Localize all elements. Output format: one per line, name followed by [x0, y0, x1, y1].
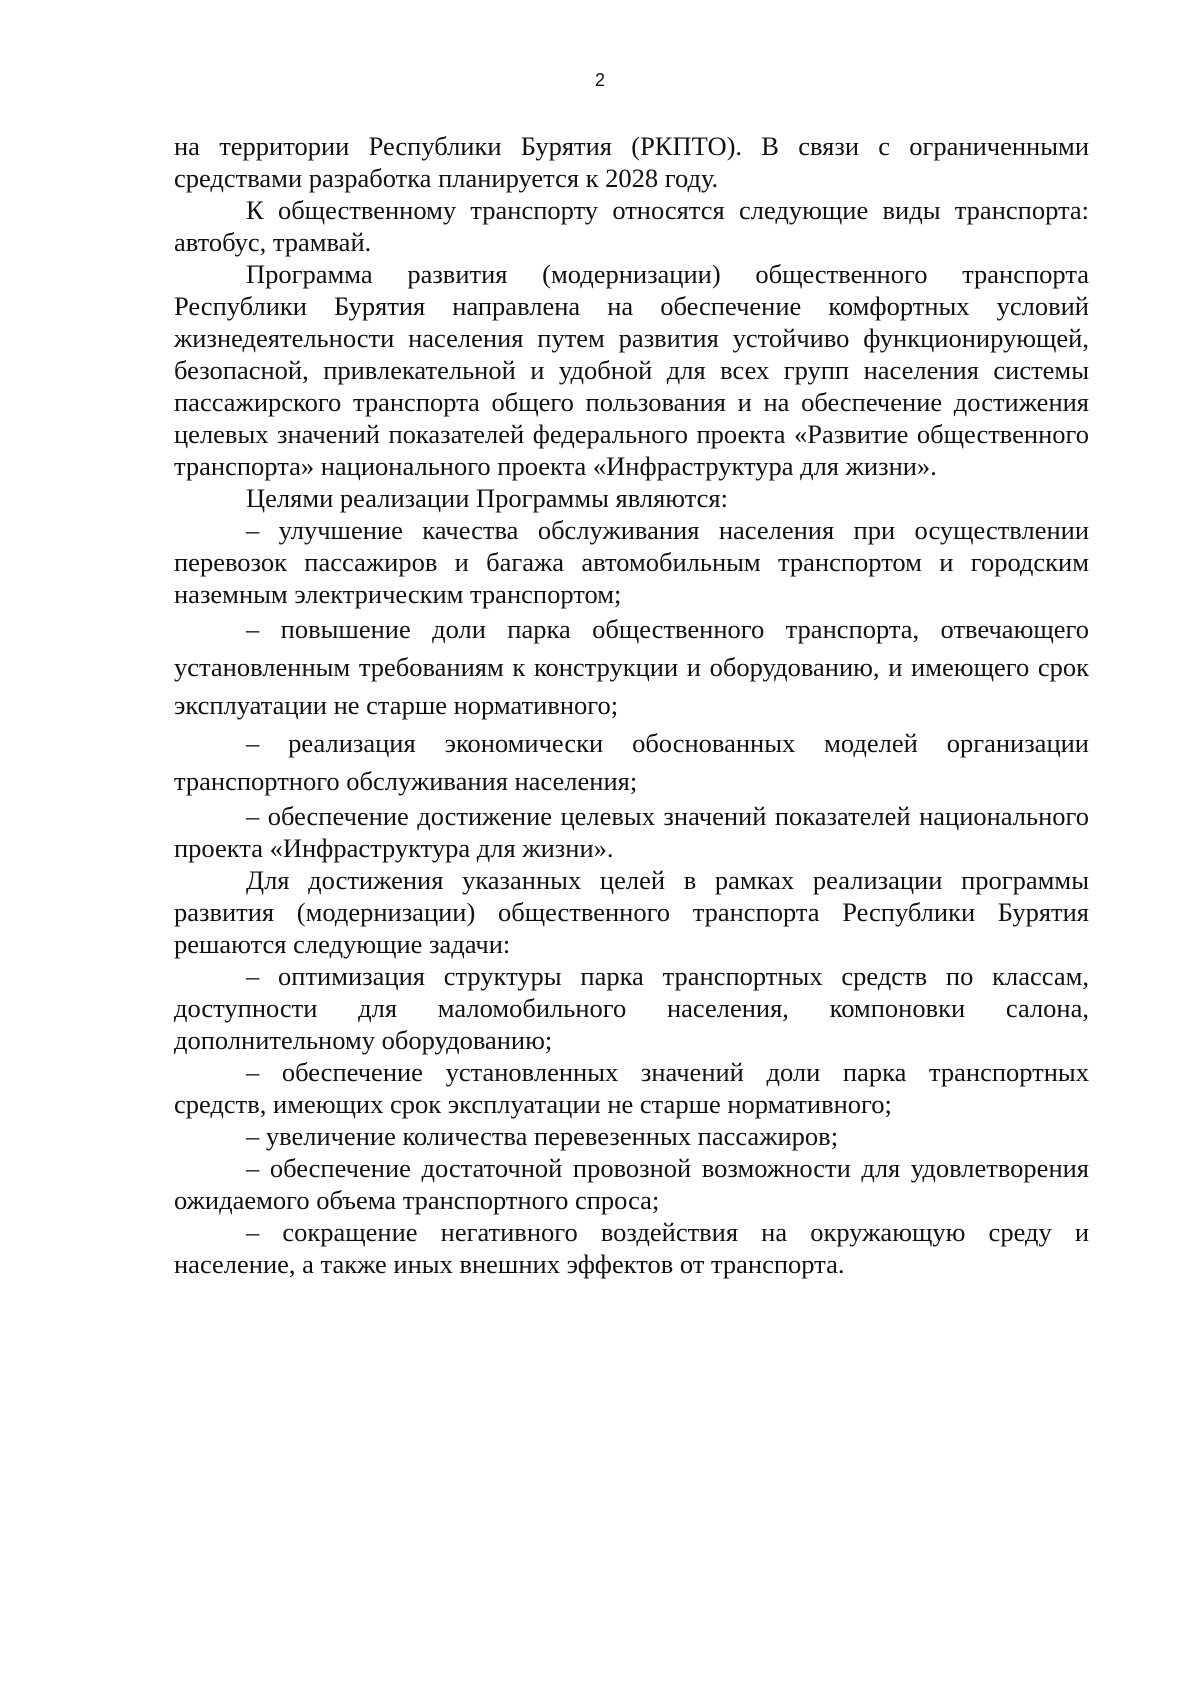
- task-item-3: – увеличение количества перевезенных пассажиров;: [246, 1121, 839, 1151]
- document-body: [174, 130, 1089, 1280]
- task-item-4: – обеспечение достаточной провозной возможности для удовлетворения ожидаемого объема транспортного спроса;: [174, 1153, 1089, 1215]
- paragraph-4: Целями реализации Программы являются:: [246, 483, 728, 513]
- task-item-2: – обеспечение установленных значений доли парка транспортных средств, имеющих срок эксплуатации не старше нормативного;: [174, 1057, 1089, 1119]
- goal-item-3: – реализация экономически обоснованных моделей организации транспортного обслуживания населения;: [174, 728, 1089, 796]
- task-item-1: – оптимизация структуры парка транспортных средств по классам, доступности для маломобильного населения, компоновки салона, дополнительному оборудованию;: [174, 961, 1089, 1055]
- paragraph-tasks-intro: Для достижения указанных целей в рамках реализации программы развития (модернизации) общественного транспорта Республики Бурятия решаются следующие задачи:: [174, 865, 1089, 959]
- page-number: 2: [594, 70, 605, 90]
- goal-item-2: – повышение доли парка общественного транспорта, отвечающего установленным требованиям к конструкции и оборудованию, и имеющего срок эксплуатации не старше нормативного;: [174, 614, 1089, 720]
- paragraph-3: Программа развития (модернизации) общественного транспорта Республики Бурятия направлена на обеспечение комфортных условий жизнедеятельности населения путем развития устойчиво функционирующей, безопасной, привлекательной и удобной для всех групп населения системы пассажирского транспорта общего пользования и на обеспечение достижения целевых значений показателей федерального проекта «Развитие общественного транспорта» национального проекта «Инфраструктура для жизни».: [174, 259, 1089, 481]
- task-item-5: – сокращение негативного воздействия на окружающую среду и население, а также иных внешних эффектов от транспорта.: [174, 1217, 1089, 1279]
- goal-item-4: – обеспечение достижение целевых значений показателей национального проекта «Инфраструктура для жизни».: [174, 801, 1089, 863]
- paragraph-2: К общественному транспорту относятся следующие виды транспорта: автобус, трамвай.: [174, 195, 1089, 257]
- goal-item-1: – улучшение качества обслуживания населения при осуществлении перевозок пассажиров и багажа автомобильным транспортом и городским наземным электрическим транспортом;: [174, 515, 1089, 609]
- paragraph-1: на территории Республики Бурятия (РКПТО). В связи с ограниченными средствами разработка планируется к 2028 году.: [174, 131, 1089, 193]
